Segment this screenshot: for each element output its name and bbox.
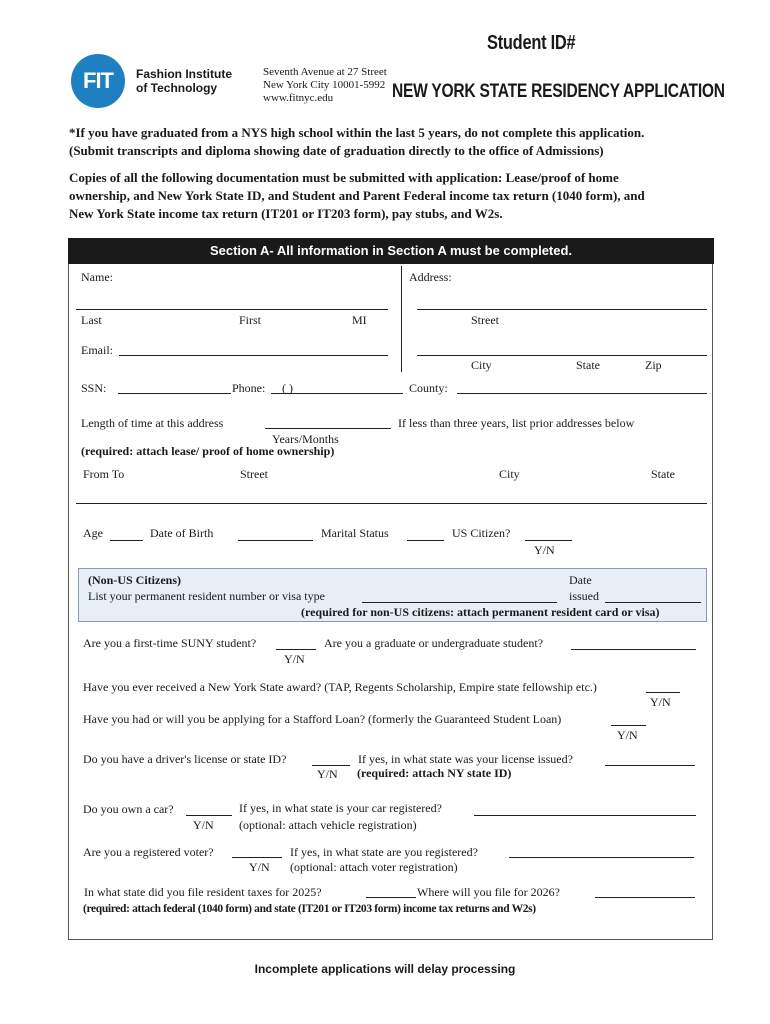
ssn-label: SSN: bbox=[81, 381, 107, 395]
address-line2: New York City 10001-5992 bbox=[263, 79, 386, 91]
visa-type-field[interactable] bbox=[362, 602, 557, 603]
city-label: City bbox=[471, 358, 492, 372]
license-yn: Y/N bbox=[317, 767, 338, 781]
taxes-2025-field[interactable] bbox=[366, 897, 416, 898]
ssn-field[interactable] bbox=[118, 393, 231, 394]
license-state-field[interactable] bbox=[605, 765, 695, 766]
grad-field[interactable] bbox=[571, 649, 696, 650]
length-field[interactable] bbox=[265, 428, 391, 429]
address-line1: Seventh Avenue at 27 Street bbox=[263, 66, 387, 78]
marital-field[interactable] bbox=[407, 540, 444, 541]
from-to-label: From To bbox=[83, 467, 125, 481]
license-required-note: (required: attach NY state ID) bbox=[357, 766, 512, 780]
award-field[interactable] bbox=[646, 692, 680, 693]
voter-state-question: If yes, in what state are you registered? bbox=[290, 845, 478, 859]
required-lease-note: (required: attach lease/ proof of home ownership) bbox=[81, 444, 335, 458]
last-name-label: Last bbox=[81, 313, 102, 327]
taxes-2026-question: Where will you file for 2026? bbox=[417, 885, 560, 899]
student-id-field[interactable] bbox=[574, 52, 694, 53]
prior-street-label: Street bbox=[240, 467, 268, 481]
citizen-yn: Y/N bbox=[534, 543, 555, 557]
car-yn: Y/N bbox=[193, 818, 214, 832]
award-question: Have you ever received a New York State award? (TAP, Regents Scholarship, Empire state fellowship etc.) bbox=[83, 680, 597, 694]
voter-field[interactable] bbox=[232, 857, 282, 858]
non-us-required-note: (required for non-US citizens: attach permanent resident card or visa) bbox=[301, 605, 660, 619]
stafford-field[interactable] bbox=[611, 725, 646, 726]
stafford-yn: Y/N bbox=[617, 728, 638, 742]
city-state-zip-field[interactable] bbox=[417, 355, 707, 356]
suny-yn: Y/N bbox=[284, 652, 305, 666]
years-months-label: Years/Months bbox=[272, 432, 339, 446]
license-question: Do you have a driver's license or state ID? bbox=[83, 752, 287, 766]
institution-address bbox=[263, 66, 387, 105]
address-line3: www.fitnyc.edu bbox=[263, 92, 334, 104]
phone-area-parens: ( ) bbox=[282, 381, 293, 395]
name-field[interactable] bbox=[76, 309, 388, 310]
docs-line1: Copies of all the following documentation must be submitted with application: Lease/proof of home bbox=[69, 170, 619, 185]
voter-optional-note: (optional: attach voter registration) bbox=[290, 860, 458, 874]
stafford-question: Have you had or will you be applying for a Stafford Loan? (formerly the Guaranteed Student Loan) bbox=[83, 712, 562, 726]
voter-state-field[interactable] bbox=[509, 857, 694, 858]
prior-city-label: City bbox=[499, 467, 520, 481]
taxes-required-note: (required: attach federal (1040 form) and state (IT201 or IT203 form) income tax returns and W2s) bbox=[83, 903, 536, 915]
voter-question: Are you a registered voter? bbox=[83, 845, 214, 859]
dob-label: Date of Birth bbox=[150, 526, 214, 540]
non-us-title: (Non-US Citizens) bbox=[88, 573, 181, 587]
taxes-2026-field[interactable] bbox=[595, 897, 695, 898]
prior-state-label: State bbox=[651, 467, 675, 481]
student-id-label: Student ID# bbox=[487, 32, 576, 54]
phone-field[interactable] bbox=[271, 393, 403, 394]
prior-address-field[interactable] bbox=[76, 503, 707, 504]
dob-field[interactable] bbox=[238, 540, 313, 541]
institution-line1: Fashion Institute bbox=[136, 67, 232, 81]
fit-logo bbox=[71, 54, 125, 108]
email-label: Email: bbox=[81, 343, 113, 357]
car-optional-note: (optional: attach vehicle registration) bbox=[239, 818, 417, 832]
address-label: Address: bbox=[409, 270, 452, 284]
license-field[interactable] bbox=[312, 765, 350, 766]
non-us-list-label: List your permanent resident number or visa type bbox=[88, 589, 325, 603]
phone-label: Phone: bbox=[232, 381, 266, 395]
institution-line2: of Technology bbox=[136, 81, 218, 95]
suny-field[interactable] bbox=[276, 649, 316, 650]
state-label: State bbox=[576, 358, 600, 372]
docs-line3: New York State income tax return (IT201 or IT203 form), pay stubs, and W2s. bbox=[69, 206, 503, 221]
county-label: County: bbox=[409, 381, 448, 395]
mi-label: MI bbox=[352, 313, 367, 327]
page-title: NEW YORK STATE RESIDENCY APPLICATION bbox=[392, 81, 725, 102]
taxes-2025-question: In what state did you file resident taxes for 2025? bbox=[84, 885, 322, 899]
docs-line2: ownership, and New York State ID, and Student and Parent Federal income tax return (1040 form), and bbox=[69, 188, 645, 203]
notice-line2: (Submit transcripts and diploma showing date of graduation directly to the office of Admissions) bbox=[69, 143, 604, 158]
footer-note: Incomplete applications will delay processing bbox=[254, 962, 516, 976]
grad-question: Are you a graduate or undergraduate student? bbox=[324, 636, 544, 650]
car-question: Do you own a car? bbox=[83, 802, 174, 816]
voter-yn: Y/N bbox=[249, 860, 270, 874]
section-a-title: Section A- All information in Section A must be completed. bbox=[209, 243, 573, 258]
street-label: Street bbox=[471, 313, 499, 327]
date-issued-field[interactable] bbox=[605, 602, 701, 603]
issued-label: issued bbox=[569, 589, 599, 603]
date-label: Date bbox=[569, 573, 592, 587]
age-field[interactable] bbox=[110, 540, 143, 541]
county-field[interactable] bbox=[457, 393, 707, 394]
license-state-question: If yes, in what state was your license issued? bbox=[358, 752, 573, 766]
citizen-field[interactable] bbox=[525, 540, 572, 541]
car-state-question: If yes, in what state is your car registered? bbox=[239, 801, 442, 815]
section-a-header bbox=[68, 238, 714, 264]
zip-label: Zip bbox=[645, 358, 662, 372]
car-field[interactable] bbox=[186, 815, 232, 816]
institution-name bbox=[136, 67, 232, 95]
length-label: Length of time at this address bbox=[81, 416, 224, 430]
email-field[interactable] bbox=[119, 355, 388, 356]
name-address-divider bbox=[401, 266, 402, 372]
logo-text: FIT bbox=[83, 68, 113, 93]
car-state-field[interactable] bbox=[474, 815, 696, 816]
notice-line1: *If you have graduated from a NYS high school within the last 5 years, do not complete this application. bbox=[69, 125, 645, 140]
marital-label: Marital Status bbox=[321, 526, 389, 540]
first-name-label: First bbox=[239, 313, 262, 327]
prior-addresses-label: If less than three years, list prior addresses below bbox=[398, 416, 635, 430]
name-label: Name: bbox=[81, 270, 113, 284]
citizen-label: US Citizen? bbox=[452, 526, 511, 540]
age-label: Age bbox=[83, 526, 103, 540]
suny-question: Are you a first-time SUNY student? bbox=[83, 636, 257, 650]
street-field[interactable] bbox=[417, 309, 707, 310]
award-yn: Y/N bbox=[650, 695, 671, 709]
